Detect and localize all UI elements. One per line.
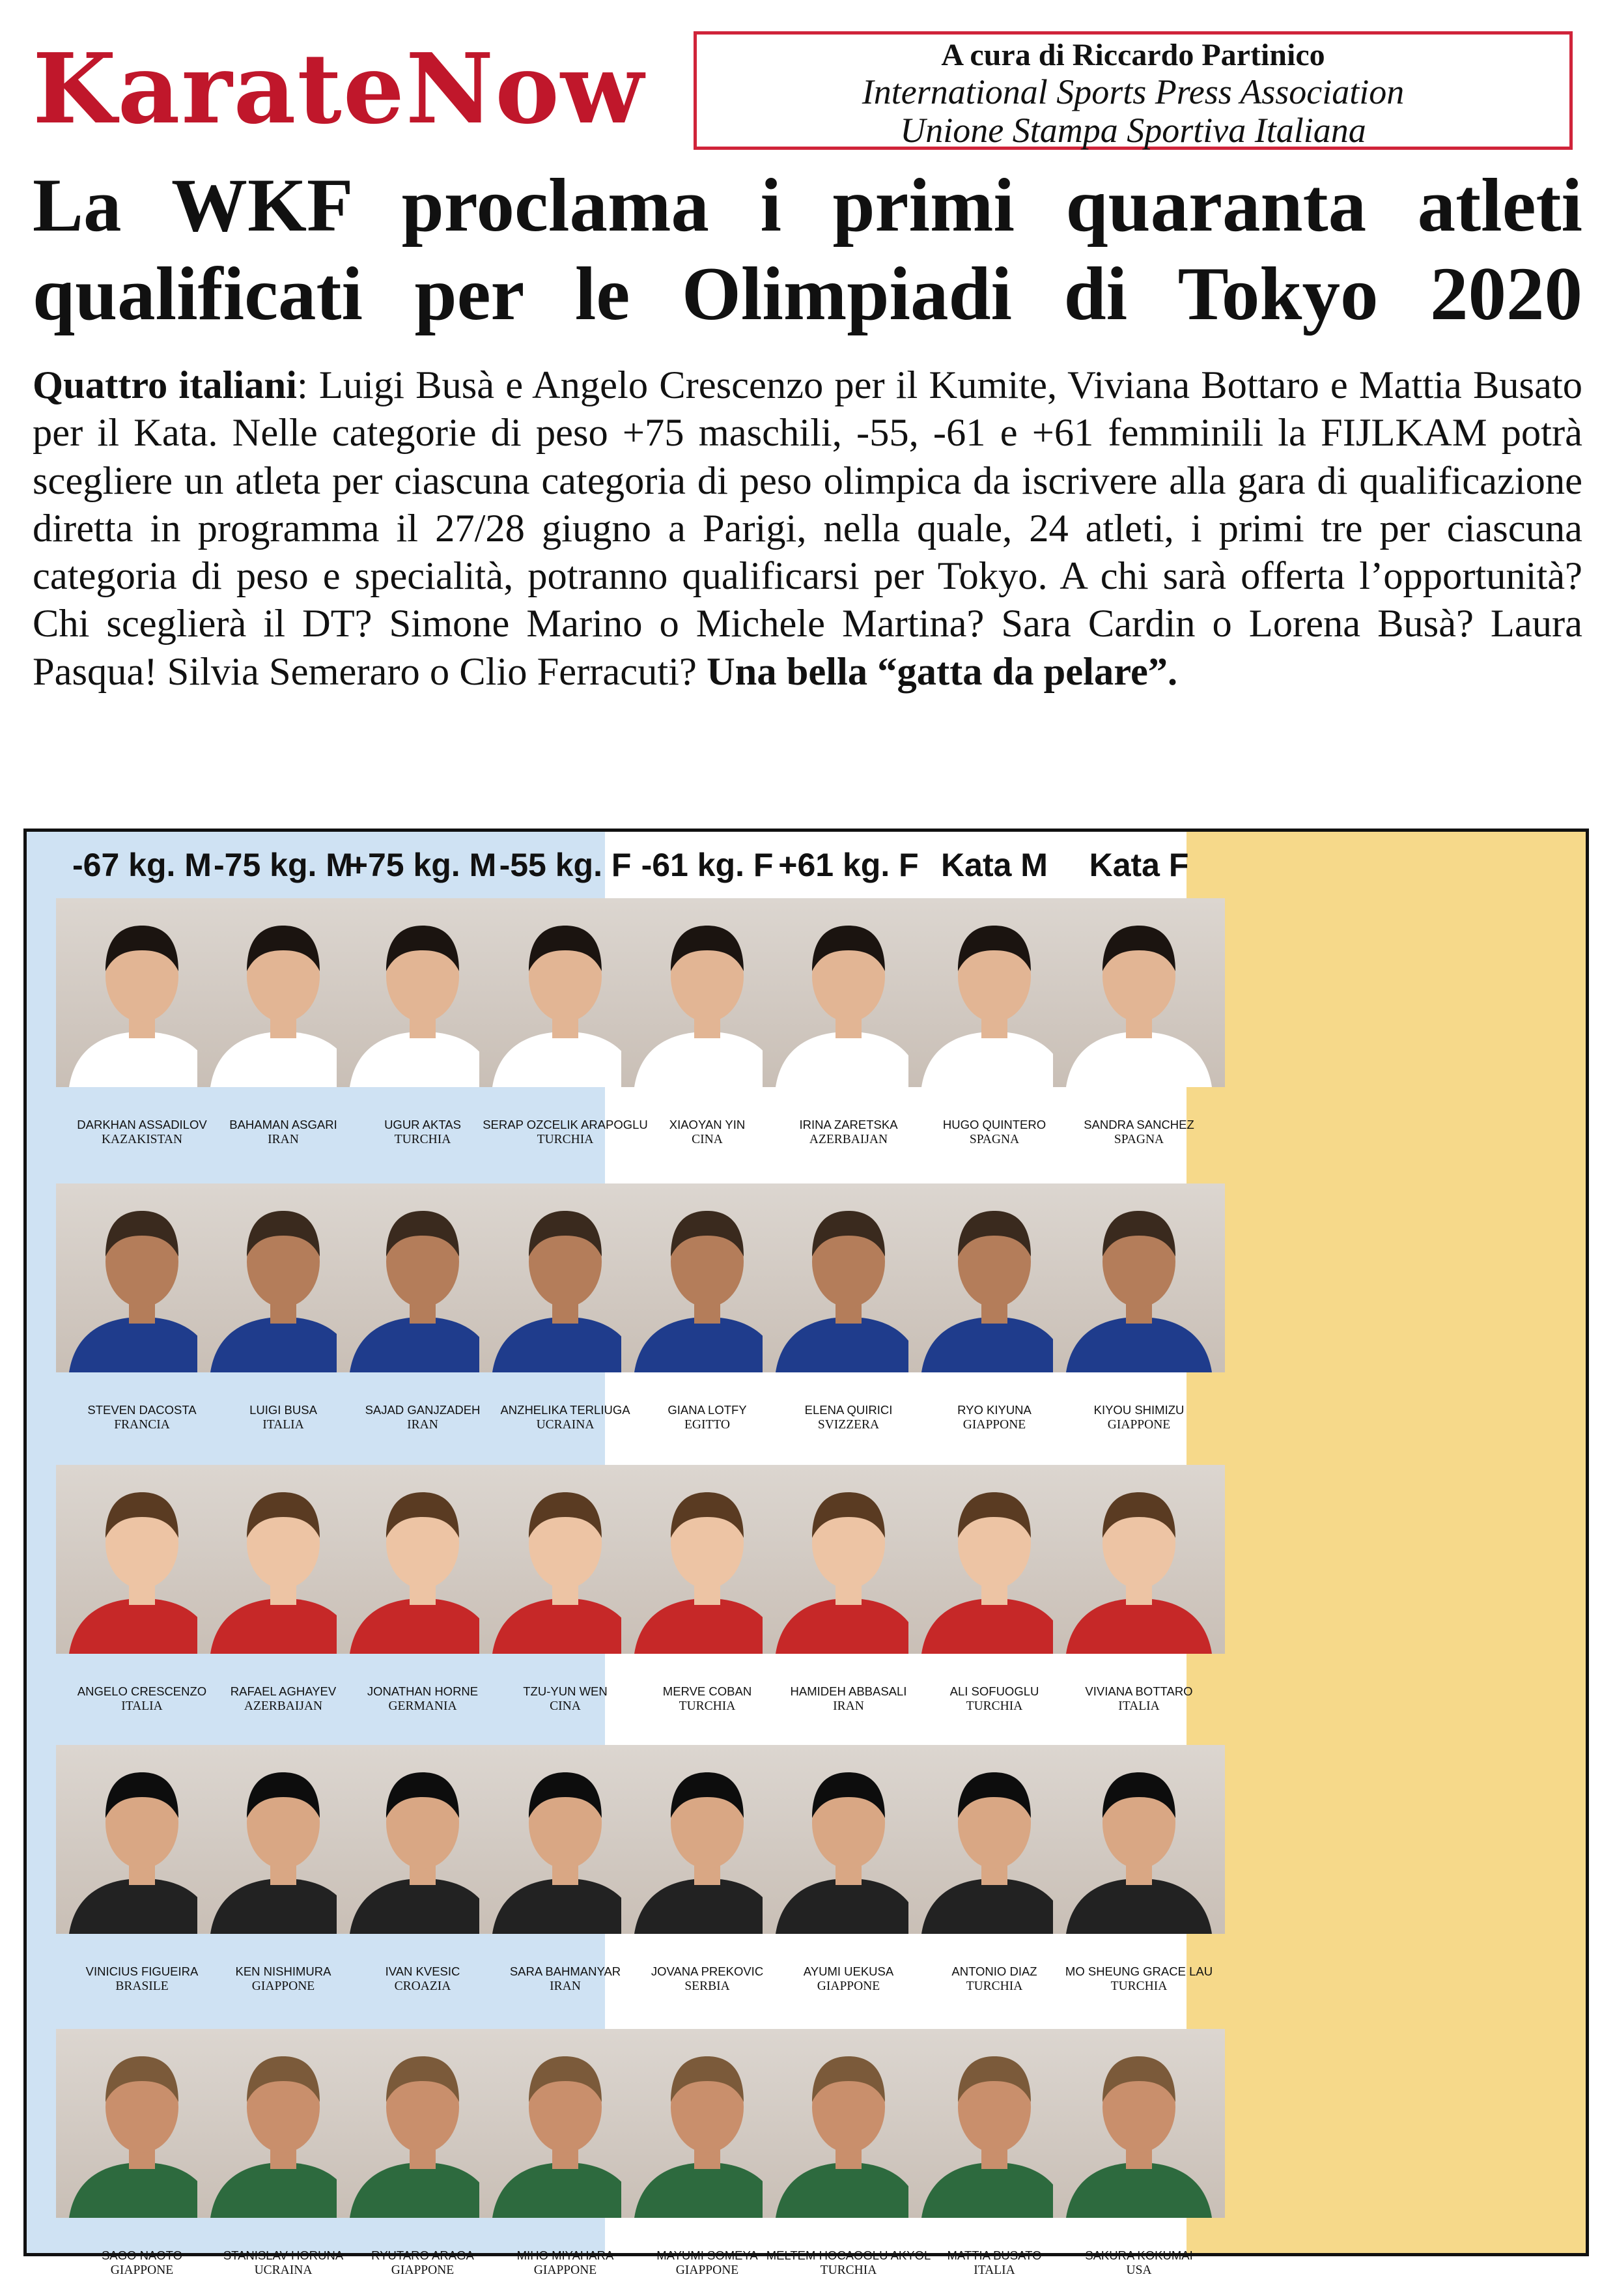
- credit-box: [694, 31, 1573, 150]
- athlete-country: FRANCIA: [114, 1418, 170, 1432]
- athlete-country: CROAZIA: [394, 1979, 451, 1993]
- category-header: -61 kg. F: [641, 847, 774, 883]
- athlete-country: SPAGNA: [969, 1133, 1020, 1146]
- athlete-name: LUIGI BUSA: [249, 1403, 317, 1417]
- athlete-country: IRAN: [550, 1979, 581, 1993]
- athlete-name: SAJAD GANJZADEH: [365, 1403, 481, 1417]
- athlete-country: AZERBAIJAN: [244, 1699, 323, 1713]
- athlete-country: EGITTO: [684, 1418, 731, 1432]
- athlete-name: JOVANA PREKOVIC: [651, 1964, 764, 1978]
- athlete-name: XIAOYAN YIN: [669, 1118, 746, 1131]
- athlete-country: UCRAINA: [254, 2263, 313, 2277]
- athlete-photo: [1053, 1465, 1225, 1654]
- category-header: -75 kg. M: [214, 847, 353, 883]
- athlete-country: GIAPPONE: [817, 1979, 880, 1993]
- category-header: Kata M: [941, 847, 1048, 883]
- athlete-photo: [1053, 2029, 1225, 2218]
- athlete-name: MERVE COBAN: [662, 1684, 752, 1698]
- athlete-country: SPAGNA: [1114, 1133, 1164, 1146]
- athlete-name: ALI SOFUOGLU: [949, 1684, 1039, 1698]
- athlete-photo: [1053, 1745, 1225, 1934]
- athlete-country: TURCHIA: [679, 1699, 736, 1713]
- athlete-name: STEVEN DACOSTA: [87, 1403, 197, 1417]
- lead-intro: Quattro italiani: [33, 363, 297, 407]
- athlete-name: SERAP OZCELIK ARAPOGLU: [483, 1118, 648, 1131]
- athlete-name: HAMIDEH ABBASALI: [790, 1684, 907, 1698]
- athlete-country: TURCHIA: [394, 1133, 451, 1146]
- athlete-name: IVAN KVESIC: [385, 1964, 460, 1978]
- athlete-country: IRAN: [407, 1418, 438, 1432]
- athlete-name: KIYOU SHIMIZU: [1093, 1403, 1185, 1417]
- athlete-country: CINA: [692, 1133, 723, 1146]
- athlete-country: KAZAKISTAN: [101, 1133, 183, 1146]
- athlete-country: ITALIA: [974, 2263, 1015, 2277]
- athlete-name: JONATHAN HORNE: [367, 1684, 479, 1698]
- athlete-card: [1053, 1745, 1225, 2012]
- athlete-name: RYUTARO ARAGA: [371, 2248, 474, 2262]
- athlete-country: GIAPPONE: [251, 1979, 315, 1993]
- category-header: +61 kg. F: [778, 847, 919, 883]
- athlete-card: [1053, 2029, 1225, 2296]
- portrait-silhouette-icon: [1053, 1465, 1225, 1654]
- athlete-name: UGUR AKTAS: [384, 1118, 461, 1131]
- athlete-name: MAYUMI SOMEYA: [656, 2248, 758, 2262]
- athlete-country: IRAN: [833, 1699, 864, 1713]
- athlete-country: GERMANIA: [388, 1699, 457, 1713]
- athlete-name: ELENA QUIRICI: [804, 1403, 893, 1417]
- category-header: -67 kg. M: [72, 847, 212, 883]
- athlete-name: RAFAEL AGHAYEV: [230, 1684, 337, 1698]
- athlete-country: AZERBAIJAN: [809, 1133, 888, 1146]
- athlete-country: GIAPPONE: [962, 1418, 1026, 1432]
- athlete-country: IRAN: [268, 1133, 299, 1146]
- athlete-photo: [1053, 1183, 1225, 1372]
- credit-association: International Sports Press Association: [862, 72, 1405, 111]
- portrait-silhouette-icon: [1053, 898, 1225, 1087]
- portrait-silhouette-icon: [1053, 1745, 1225, 1934]
- athlete-name: ANTONIO DIAZ: [951, 1964, 1037, 1978]
- athlete-name: MELTEM HOCAOGLU AKYOL: [766, 2248, 931, 2262]
- athlete-country: GIAPPONE: [533, 2263, 597, 2277]
- athlete-name: KEN NISHIMURA: [235, 1964, 331, 1978]
- athlete-name: STANISLAV HORUNA: [223, 2248, 344, 2262]
- athlete-name: SANDRA SANCHEZ: [1084, 1118, 1194, 1131]
- athlete-name: IRINA ZARETSKA: [799, 1118, 898, 1131]
- portrait-silhouette-icon: [1053, 2029, 1225, 2218]
- athlete-country: ITALIA: [262, 1418, 304, 1432]
- athlete-country: GIAPPONE: [110, 2263, 174, 2277]
- athlete-country: UCRAINA: [536, 1418, 595, 1432]
- logo: KarateNow: [33, 32, 645, 145]
- lead-closing: Una bella “gatta da pelare”.: [706, 649, 1178, 694]
- athlete-card: [1053, 1183, 1225, 1451]
- athlete-country: TURCHIA: [820, 2263, 877, 2277]
- athlete-name: VIVIANA BOTTARO: [1085, 1684, 1193, 1698]
- athlete-name: SAKURA KOKUMAI: [1085, 2248, 1193, 2262]
- athlete-name: ANGELO CRESCENZO: [77, 1684, 207, 1698]
- headline: La WKF proclama i primi quaranta atleti qualificati per le Olimpiadi di Tokyo 2020: [33, 163, 1582, 336]
- lead-body: : Luigi Busà e Angelo Crescenzo per il Kumite, Viviana Bottaro e Mattia Busato per il Kata. Nelle categorie di peso +75 maschili, -55, -61 e +61 femminili la FIJLKAM potrà scegliere un atleta per ciascuna categoria di peso olimpica da iscrivere alla gara di qualificazione diretta in programma il 27/28 giugno a Parigi, nella quale, 24 atleti, i primi tre per ciascuna categoria di peso e specialità, potranno qualificarsi per Tokyo. A chi sarà offerta l’opportunità? Chi sceglierà il DT? Simone Marino o Michele Martina? Sara Cardin o Lorena Busà? Laura Pasqua! Silvia Semeraro o Clio Ferracuti?: [33, 363, 1582, 694]
- athlete-name: GIANA LOTFY: [667, 1403, 747, 1417]
- athlete-card: [1053, 1465, 1225, 1732]
- athlete-name: AYUMI UEKUSA: [803, 1964, 894, 1978]
- athlete-country: ITALIA: [1118, 1699, 1160, 1713]
- athlete-name: HUGO QUINTERO: [942, 1118, 1046, 1131]
- athlete-name: SARA BAHMANYAR: [509, 1964, 621, 1978]
- athlete-country: USA: [1126, 2263, 1152, 2277]
- athlete-country: TURCHIA: [966, 1979, 1023, 1993]
- kata-band: [1187, 832, 1586, 2253]
- athlete-photo: [1053, 898, 1225, 1087]
- credit-union: Unione Stampa Sportiva Italiana: [900, 111, 1366, 150]
- category-header: -55 kg. F: [499, 847, 632, 883]
- athlete-country: BRASILE: [115, 1979, 169, 1993]
- athlete-name: TZU-YUN WEN: [523, 1684, 608, 1698]
- athlete-country: TURCHIA: [966, 1699, 1023, 1713]
- athlete-country: TURCHIA: [537, 1133, 594, 1146]
- athlete-name: ANZHELIKA TERLIUGA: [500, 1403, 630, 1417]
- category-header: Kata F: [1089, 847, 1189, 883]
- athlete-name: BAHAMAN ASGARI: [229, 1118, 337, 1131]
- athlete-country: ITALIA: [121, 1699, 163, 1713]
- athlete-name: MO SHEUNG GRACE LAU: [1065, 1964, 1213, 1978]
- athlete-name: DARKHAN ASSADILOV: [77, 1118, 207, 1131]
- athlete-country: GIAPPONE: [391, 2263, 455, 2277]
- athlete-name: MATTIA BUSATO: [947, 2248, 1042, 2262]
- athlete-country: SVIZZERA: [817, 1418, 880, 1432]
- athlete-name: RYO KIYUNA: [957, 1403, 1032, 1417]
- athlete-card: [1053, 898, 1225, 1165]
- athlete-grid: [23, 829, 1589, 2277]
- lead-paragraph: [33, 361, 1582, 696]
- athlete-name: SAGO NAOTO: [101, 2248, 183, 2262]
- athlete-country: GIAPPONE: [1107, 1418, 1171, 1432]
- athlete-country: TURCHIA: [1110, 1979, 1168, 1993]
- credit-author: A cura di Riccardo Partinico: [941, 38, 1325, 72]
- athlete-name: VINICIUS FIGUEIRA: [85, 1964, 199, 1978]
- athlete-country: GIAPPONE: [675, 2263, 739, 2277]
- athlete-name: MIHO MIYAHARA: [516, 2248, 614, 2262]
- athlete-country: SERBIA: [684, 1979, 730, 1993]
- portrait-silhouette-icon: [1053, 1183, 1225, 1372]
- category-header: +75 kg. M: [348, 847, 497, 883]
- athlete-country: CINA: [550, 1699, 581, 1713]
